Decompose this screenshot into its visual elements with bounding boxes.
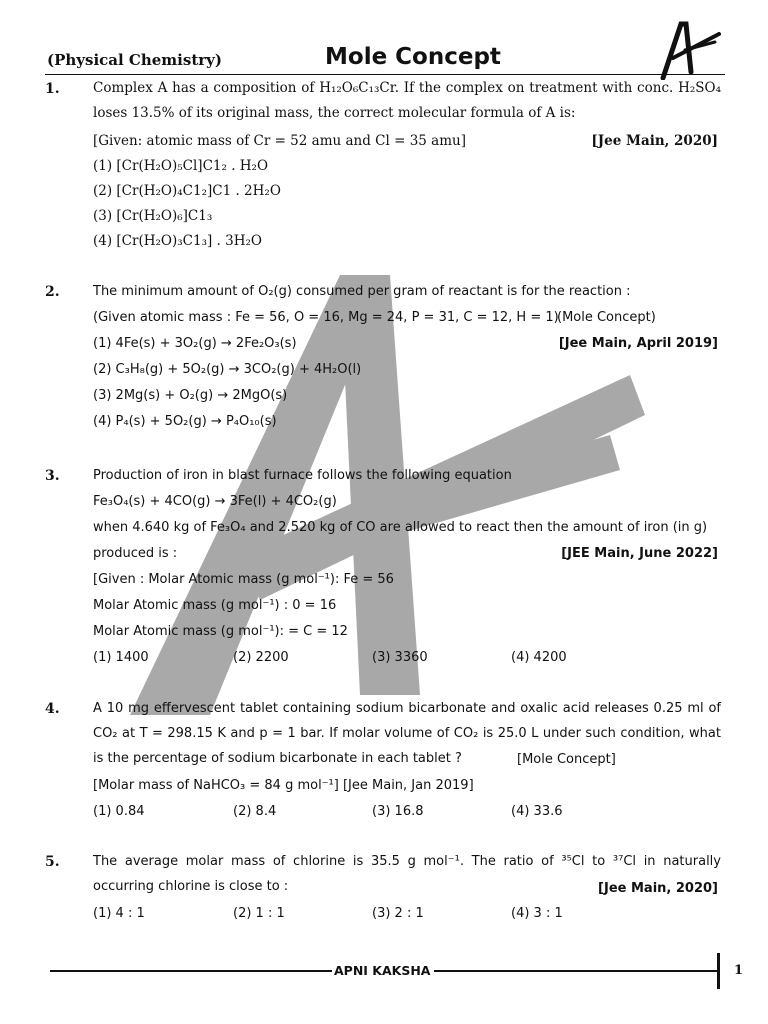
topic-tag: [Mole Concept]	[517, 752, 616, 767]
option-2: (2) [Cr(H₂O)₄C1₂]C1 . 2H₂O	[93, 183, 281, 199]
option-2: (2) 8.4	[233, 804, 277, 819]
page-title: Mole Concept	[325, 44, 501, 70]
footer-rule-left	[50, 970, 332, 972]
option-3: (3) 2 : 1	[372, 906, 424, 921]
exam-tag: [Jee Main, 2020]	[598, 881, 718, 896]
question-number: 3.	[45, 468, 60, 484]
page-number: 1	[734, 963, 744, 978]
question-text-cont: produced is :	[93, 546, 178, 561]
option-2: (2) 1 : 1	[233, 906, 285, 921]
subject-label: (Physical Chemistry)	[47, 51, 222, 69]
footer-rule-right	[434, 970, 718, 972]
given-line: [Given : Molar Atomic mass (g mol⁻¹): Fe = 56	[93, 572, 394, 587]
question-text: Complex A has a composition of H₁₂O₆C₁₃Cr. If the complex on treatment with conc. H₂SO₄ loses 13.5% of its original mass, the correct molecular formula of A is:	[93, 80, 721, 121]
option-4: (4) 33.6	[511, 804, 563, 819]
question-number: 2.	[45, 284, 60, 300]
equation: Fe₃O₄(s) + 4CO(g) → 3Fe(l) + 4CO₂(g)	[93, 494, 337, 509]
option-1: (1) 4 : 1	[93, 906, 145, 921]
footer-divider	[717, 953, 720, 989]
exam-tag: [Jee Main, 2020]	[591, 133, 718, 149]
topic-tag: (Mole Concept)	[557, 310, 656, 325]
question-number: 1.	[45, 81, 60, 97]
apni-kaksha-logo-icon	[655, 20, 723, 80]
option-1: (1) 1400	[93, 650, 149, 665]
option-3: (3) 2Mg(s) + O₂(g) → 2MgO(s)	[93, 388, 288, 403]
question-text: A 10 mg effervescent tablet containing sodium bicarbonate and oxalic acid releases 0.25 ml of CO₂ at T = 298.15 K and p = 1 bar. If molar volume of CO₂ is 25.0 L under such condition, what is the percentage of sodium bicarbonate in each tablet ?	[93, 701, 721, 766]
question-given: [Given: atomic mass of Cr = 52 amu and Cl = 35 amu]	[93, 133, 466, 149]
option-3: (3) [Cr(H₂O)₆]C1₃	[93, 208, 213, 224]
question-text: The minimum amount of O₂(g) consumed per gram of reactant is for the reaction :	[93, 284, 631, 299]
given-line: Molar Atomic mass (g mol⁻¹): = C = 12	[93, 624, 348, 639]
question-text: Production of iron in blast furnace follows the following equation	[93, 468, 512, 483]
option-4: (4) P₄(s) + 5O₂(g) → P₄O₁₀(s)	[93, 414, 277, 429]
question-text: The average molar mass of chlorine is 35.5 g mol⁻¹. The ratio of ³⁵Cl to ³⁷Cl in naturally occurring chlorine is close to :	[93, 854, 721, 894]
exam-tag: [JEE Main, June 2022]	[561, 546, 718, 561]
option-2: (2) 2200	[233, 650, 289, 665]
option-2: (2) C₃H₈(g) + 5O₂(g) → 3CO₂(g) + 4H₂O(l)	[93, 362, 362, 377]
question-number: 4.	[45, 701, 60, 717]
option-4: (4) [Cr(H₂O)₃C1₃] . 3H₂O	[93, 233, 262, 249]
question-given: (Given atomic mass : Fe = 56, O = 16, Mg = 24, P = 31, C = 12, H = 1)	[93, 310, 559, 325]
header-rule	[45, 74, 725, 75]
question-given: [Molar mass of NaHCO₃ = 84 g mol⁻¹] [Jee Main, Jan 2019]	[93, 778, 474, 793]
exam-tag: [Jee Main, April 2019]	[558, 336, 718, 351]
option-4: (4) 4200	[511, 650, 567, 665]
option-1: (1) [Cr(H₂O)₅Cl]C1₂ . H₂O	[93, 158, 269, 174]
footer-brand: APNI KAKSHA	[334, 963, 431, 978]
question-number: 5.	[45, 854, 60, 870]
option-4: (4) 3 : 1	[511, 906, 563, 921]
given-line: Molar Atomic mass (g mol⁻¹) : 0 = 16	[93, 598, 337, 613]
option-3: (3) 3360	[372, 650, 428, 665]
question-text-cont: when 4.640 kg of Fe₃O₄ and 2.520 kg of CO are allowed to react then the amount of iron (in g)	[93, 520, 708, 535]
option-1: (1) 4Fe(s) + 3O₂(g) → 2Fe₂O₃(s)	[93, 336, 297, 351]
option-3: (3) 16.8	[372, 804, 424, 819]
option-1: (1) 0.84	[93, 804, 145, 819]
